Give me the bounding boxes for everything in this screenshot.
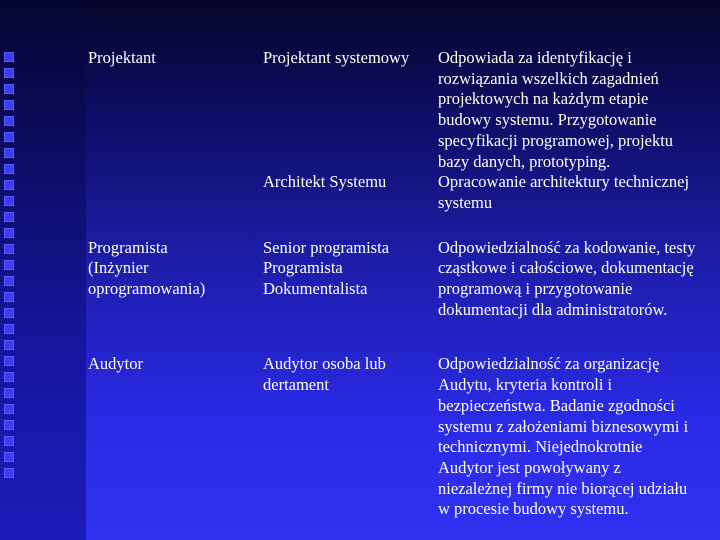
position-cell bbox=[263, 238, 438, 321]
role-name: Audytor bbox=[88, 354, 143, 374]
position-title: Audytor osoba lub bbox=[263, 354, 386, 374]
description-line: rozwiązania wszelkich zagadnień bbox=[438, 68, 659, 88]
square-bullet bbox=[4, 404, 14, 414]
description-line: w procesie budowy systemu. bbox=[438, 499, 629, 519]
table-row-projektant bbox=[88, 48, 716, 214]
square-bullet bbox=[4, 100, 14, 110]
description-line: dokumentacji dla administratorów. bbox=[438, 299, 668, 319]
position-cell bbox=[263, 172, 438, 213]
role-cell bbox=[88, 238, 263, 321]
role-cell bbox=[88, 354, 263, 520]
position-title: Programista bbox=[263, 258, 343, 278]
square-bullet bbox=[4, 388, 14, 398]
square-bullet bbox=[4, 164, 14, 174]
square-bullet bbox=[4, 68, 14, 78]
square-bullet bbox=[4, 180, 14, 190]
description-line: Opracowanie architektury technicznej bbox=[438, 172, 690, 192]
square-bullet bbox=[4, 340, 14, 350]
position-cell bbox=[263, 48, 438, 172]
square-bullet bbox=[4, 324, 14, 334]
square-bullet bbox=[4, 420, 14, 430]
square-bullet bbox=[4, 468, 14, 478]
square-bullet bbox=[4, 132, 14, 142]
position-cell bbox=[263, 354, 438, 520]
square-bullet bbox=[4, 228, 14, 238]
description-line: projektowych na każdym etapie bbox=[438, 89, 649, 109]
table-row-programista bbox=[88, 238, 716, 321]
role-name: oprogramowania) bbox=[88, 279, 206, 299]
square-bullet bbox=[4, 148, 14, 158]
square-bullet bbox=[4, 260, 14, 270]
role-name: Programista bbox=[88, 237, 168, 257]
description-line: Odpowiada za identyfikację i bbox=[438, 48, 632, 67]
description-line: budowy systemu. Przygotowanie bbox=[438, 110, 657, 130]
role-name: Projektant bbox=[88, 48, 156, 67]
square-bullet bbox=[4, 356, 14, 366]
square-bullet bbox=[4, 276, 14, 286]
square-bullet bbox=[4, 52, 14, 62]
position-title: Architekt Systemu bbox=[263, 172, 387, 192]
roles-table bbox=[88, 48, 716, 520]
description-cell bbox=[438, 354, 716, 520]
description-line: bezpieczeństwa. Badanie zgodności bbox=[438, 395, 675, 415]
square-bullet bbox=[4, 372, 14, 382]
description-line: cząstkowe i całościowe, dokumentację bbox=[438, 258, 694, 278]
square-bullet bbox=[4, 84, 14, 94]
square-bullet bbox=[4, 452, 14, 462]
description-cell bbox=[438, 48, 716, 172]
table-row-audytor bbox=[88, 354, 716, 520]
square-bullet bbox=[4, 292, 14, 302]
role-name: (Inżynier bbox=[88, 258, 149, 278]
square-bullet bbox=[4, 212, 14, 222]
square-bullet bbox=[4, 436, 14, 446]
square-bullet bbox=[4, 116, 14, 126]
position-title: Dokumentalista bbox=[263, 279, 368, 299]
description-line: Odpowiedzialność za organizację bbox=[438, 354, 660, 374]
description-line: programową i przygotowanie bbox=[438, 279, 633, 299]
description-cell bbox=[438, 172, 716, 213]
decorative-left-band bbox=[0, 0, 86, 540]
description-line: bazy danych, prototyping. bbox=[438, 151, 611, 171]
description-line: specyfikacji programowej, projektu bbox=[438, 130, 674, 150]
description-line: technicznymi. Niejednokrotnie bbox=[438, 437, 643, 457]
description-line: Audytor jest powoływany z bbox=[438, 457, 621, 477]
role-cell bbox=[88, 48, 263, 214]
description-line: systemu bbox=[438, 192, 493, 212]
position-title: Projektant systemowy bbox=[263, 48, 410, 67]
square-bullet bbox=[4, 308, 14, 318]
position-title: dertament bbox=[263, 375, 329, 395]
position-title: Senior programista bbox=[263, 237, 390, 257]
square-bullet bbox=[4, 196, 14, 206]
description-line: niezależnej firmy nie biorącej udziału bbox=[438, 478, 688, 498]
description-line: Audytu, kryteria kontroli i bbox=[438, 375, 613, 395]
description-cell bbox=[438, 238, 716, 321]
description-line: systemu z założeniami biznesowymi i bbox=[438, 416, 689, 436]
decorative-square-column bbox=[4, 52, 18, 478]
square-bullet bbox=[4, 244, 14, 254]
description-line: Odpowiedzialność za kodowanie, testy bbox=[438, 237, 696, 257]
